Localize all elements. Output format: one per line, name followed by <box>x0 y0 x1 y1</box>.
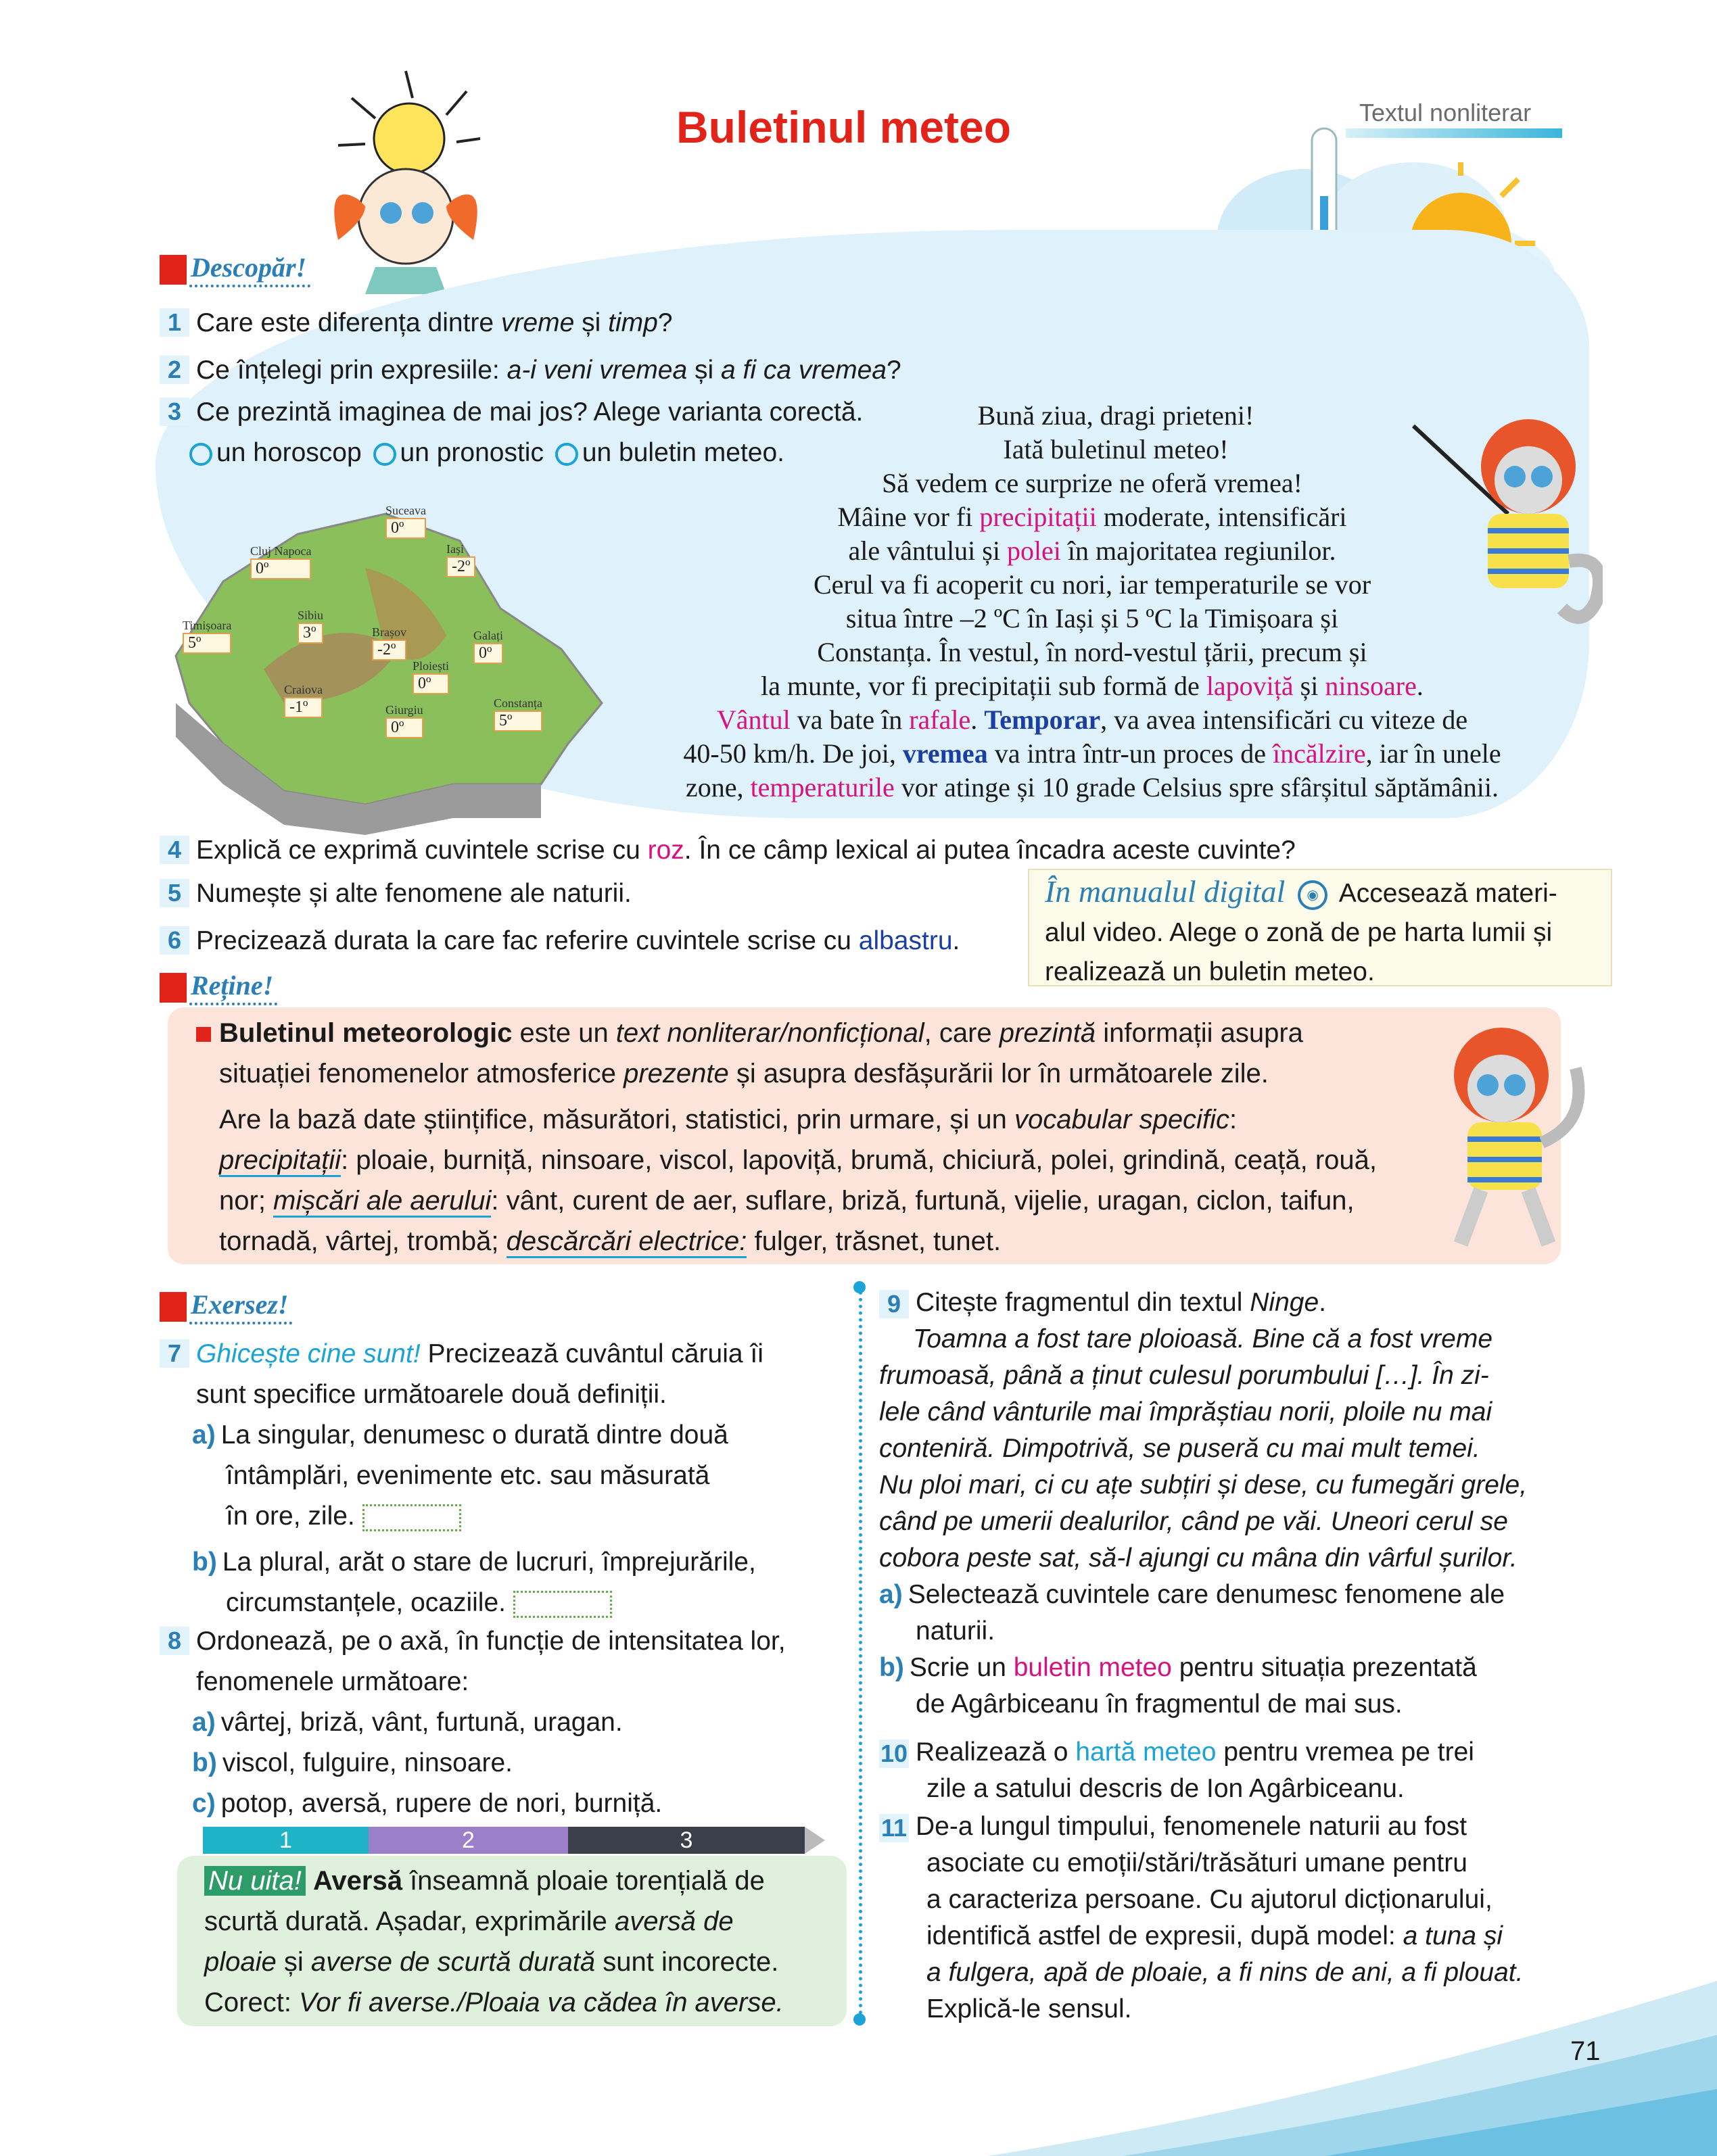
question-8: 8 Ordonează, pe o axă, în funcție de intensitatea lor, fenomenele următoare: a) vârtej, briză, vânt, furtună, uragan. b) viscol, fulguire, ninsoare. c) potop, aversă, rupere de nori, burniță. <box>160 1621 836 1824</box>
question-text: Precizează durata la care fac referire cuvintele scrise cu albastru. <box>196 926 960 955</box>
question-text: Care este diferența dintre vreme și timp? <box>196 308 673 337</box>
scale-arrow <box>805 1827 825 1854</box>
city-name: Ploiești <box>413 659 450 673</box>
question-number: 1 <box>160 308 189 337</box>
scale-segment-3: 3 <box>568 1827 805 1854</box>
mascot-cat-waving <box>1420 1001 1596 1257</box>
city-name: Timișoara <box>183 619 232 632</box>
city-temperature: 5º <box>183 633 231 654</box>
question-number: 8 <box>160 1627 189 1655</box>
question-10: 10 Realizează o hartă meteo pentru vremea pe trei zile a satului descris de Ion Agârbiceanu. <box>880 1738 1474 1803</box>
question-2 <box>160 350 901 391</box>
map-city-marker <box>385 504 426 539</box>
map-shape <box>162 500 615 838</box>
scale-segment-2: 2 <box>369 1827 568 1854</box>
answer-blank-b[interactable] <box>513 1591 612 1618</box>
question-text: Ce înțelegi prin expresiile: a-i veni vremea și a fi ca vremea? <box>196 356 901 385</box>
city-temperature: 0º <box>385 518 426 539</box>
digital-manual-text: În manualul digital ◉ Accesează materi- alul video. Alege o zonă de pe harta lumii și realizează un buletin meteo. <box>1045 874 1557 986</box>
city-name: Brașov <box>372 625 406 639</box>
answer-blank-a[interactable] <box>362 1504 461 1531</box>
question-6 <box>160 921 960 961</box>
city-temperature: 0º <box>473 643 503 664</box>
red-square-marker <box>160 973 187 1003</box>
city-name: Craiova <box>284 683 323 696</box>
city-temperature: 0º <box>250 558 311 579</box>
page-title: Buletinul meteo <box>676 102 1012 152</box>
question-number: 5 <box>160 879 189 907</box>
map-city-marker <box>473 629 503 664</box>
question-text: Numește și alte fenomene ale naturii. <box>196 879 632 908</box>
forecast-greeting: Bună ziua, dragi prieteni! Iată buletinul meteo! <box>977 400 1254 464</box>
fragment-text: Toamna a fost tare ploioasă. Bine că a fost vreme frumoasă, până a ținut culesul porumbului […]. În zi- lele când vânturile mai împrăștiau norii, ploile nu mai conteniră. Dimpotrivă, se puseră cu mai mult temei. Nu ploi mari, ci cu ațe subțiri și dese, cu fumegări grele, când pe umerii dealurilor, când pe văi. Uneori cerul se cobora peste sat, să-l ajungi cu mâna din vârful șurilor. <box>879 1324 1528 1573</box>
radio-option-2[interactable]: un pronostic <box>369 438 544 467</box>
question-number: 11 <box>879 1814 909 1842</box>
question-text: Explică ce exprimă cuvintele scrise cu roz. În ce câmp lexical ai putea încadra aceste cuvinte? <box>196 836 1296 865</box>
retin-text: Buletinul meteorologic este un text nonliterar/nonficțional, care prezintă informații asupra situației fenomenelor atmosferice prezente și asupra desfășurării lor în următoarele zile. Are la bază date științifice, măsurători, statistici, prin urmare, și un vocabular specific: precipitații: ploaie, burniță, ninsoare, viscol, lapoviță, brumă, chiciură, polei, grindină, ceață, rouă, nor; mișcări ale aerului: vânt, curent de aer, suflare, briză, furtună, vijelie, uragan, ciclon, taifun, tornadă, vârtej, trombă; descărcări electrice: fulger, trăsnet, tunet. <box>196 1013 1413 1262</box>
bullet-marker <box>196 1027 211 1042</box>
weather-map <box>162 500 615 838</box>
city-name: Cluj Napoca <box>250 544 312 558</box>
section-label: Reține! <box>189 969 277 1005</box>
section-label: Exersez! <box>189 1289 292 1324</box>
mascot-girl-illustration <box>311 64 514 294</box>
radio-option-1[interactable]: un horoscop <box>189 438 362 467</box>
city-temperature: -2º <box>372 640 406 661</box>
city-temperature: 0º <box>413 673 449 694</box>
forecast-text: Să vedem ce surprize ne oferă vremea! Mâine vor fi precipitații moderate, intensificări ale vântului și polei în majoritatea regiunilor. Cerul va fi acoperit cu nori, iar temperaturile se vor situa între –2 ºC în Iași și 5 ºC la Timișoara și Constanța. În vestul, în nord-vestul țării, precum și la munte, vor fi precipitații sub formă de lapoviță și ninsoare. Vântul va bate în rafale. Temporar, va avea intensificări cu viteze de 40-50 km/h. De joi, vremea va intra într-un proces de încălzire, iar în unele zone, temperaturile vor atinge și 10 grade Celsius spre sfârșitul săptămânii. <box>683 468 1501 802</box>
map-city-marker <box>385 703 423 738</box>
city-name: Sibiu <box>298 608 324 622</box>
scale-segment-1: 1 <box>203 1827 369 1854</box>
city-name: Galați <box>473 629 503 642</box>
mascot-cat-presenter <box>1407 385 1603 642</box>
section-tag-retin <box>160 969 277 1005</box>
question-number: 7 <box>160 1339 189 1368</box>
city-temperature: -1º <box>284 697 323 718</box>
play-video-icon[interactable]: ◉ <box>1298 880 1327 910</box>
question-number: 4 <box>160 836 189 864</box>
question-7: 7 Ghicește cine sunt! Precizează cuvântul căruia îi sunt specifice următoarele două definiții. a) La singular, denumesc o durată dintre două întâmplări, evenimente etc. sau măsurată în ore, zile. b) La plural, arăt o stare de lucruri, împrejurările, circumstanțele, ocaziile. <box>160 1334 836 1623</box>
question-number: 2 <box>160 356 189 384</box>
map-city-marker <box>250 544 311 579</box>
city-temperature: -2º <box>446 556 475 577</box>
section-tag-exersez <box>160 1289 292 1324</box>
section-label: Descopăr! <box>189 251 310 287</box>
question-9: 9 Citește fragmentul din textul Ninge. Toamna a fost tare ploioasă. Bine că a fost vreme frumoasă, până a ținut culesul porumbului […]. În zi- lele când vânturile mai împrăștiau norii, ploile nu mai conteniră. Dimpotrivă, se puseră cu mai mult temei. Nu ploi mari, ci cu ațe subțiri și dese, cu fumegări grele, când pe umerii dealurilor, când pe văi. Uneori cerul se cobora peste sat, să-l ajungi cu mâna din vârful șurilor. a) Selectează cuvintele care denumesc fenomene ale naturii. b) Scrie un buletin meteo pentru situația prezentată de Agârbiceanu în fragmentul de mai sus. <box>879 1285 1596 1723</box>
city-temperature: 0º <box>385 717 423 738</box>
question-5 <box>160 873 632 914</box>
decorative-wave <box>987 1981 1717 2156</box>
city-name: Giurgiu <box>385 703 423 717</box>
question-number: 6 <box>160 926 189 955</box>
map-city-marker <box>372 625 406 661</box>
city-name: Constanța <box>494 696 542 710</box>
city-name: Suceava <box>385 504 426 517</box>
intensity-scale <box>203 1827 825 1854</box>
map-city-marker <box>284 683 323 718</box>
section-corner-label: Textul nonliterar <box>1359 99 1532 126</box>
map-city-marker <box>298 608 323 644</box>
question-3 <box>160 392 863 433</box>
map-city-marker <box>183 619 231 654</box>
column-divider <box>859 1285 862 2021</box>
nu-uita-text: Nu uita! Aversă înseamnă ploaie torențială de scurtă durată. Așadar, exprimările aversă de ploaie și averse de scurtă durată sunt incorecte. Corect: Vor fi averse./Ploaia va cădea în averse. <box>204 1866 784 2017</box>
divider-dot-bottom <box>853 2013 866 2026</box>
city-temperature: 3º <box>298 623 323 644</box>
map-city-marker <box>446 542 475 577</box>
city-name: Iași <box>446 542 464 556</box>
nu-uita-tag: Nu uita! <box>204 1866 306 1896</box>
red-square-marker <box>160 1292 187 1322</box>
question-text: Ce prezintă imaginea de mai jos? Alege varianta corectă. <box>196 398 864 427</box>
question-number: 3 <box>160 398 189 426</box>
question-11: 11 De-a lungul timpului, fenomenele naturii au fost asociate cu emoții/stări/trăsături umane pentru a caracteriza persoane. Cu ajutorul dicționarului, identifică astfel de expresii, după model: a tuna și a fulgera, apă de ploaie, a fi nins de ani, a fi plouat. Explică-le sensul. <box>879 1808 1596 2028</box>
question-4 <box>160 830 1296 871</box>
city-temperature: 5º <box>494 711 542 732</box>
map-city-marker <box>413 659 449 694</box>
radio-option-3[interactable]: un buletin meteo. <box>551 438 784 467</box>
question-1 <box>160 303 673 343</box>
page-number: 71 <box>1570 2036 1601 2066</box>
question-number: 9 <box>879 1290 909 1318</box>
red-square-marker <box>160 255 187 285</box>
digital-manual-label: În manualul digital <box>1045 874 1286 909</box>
question-number: 10 <box>880 1740 908 1767</box>
section-tag-descopar <box>160 251 310 287</box>
map-city-marker <box>494 696 542 732</box>
